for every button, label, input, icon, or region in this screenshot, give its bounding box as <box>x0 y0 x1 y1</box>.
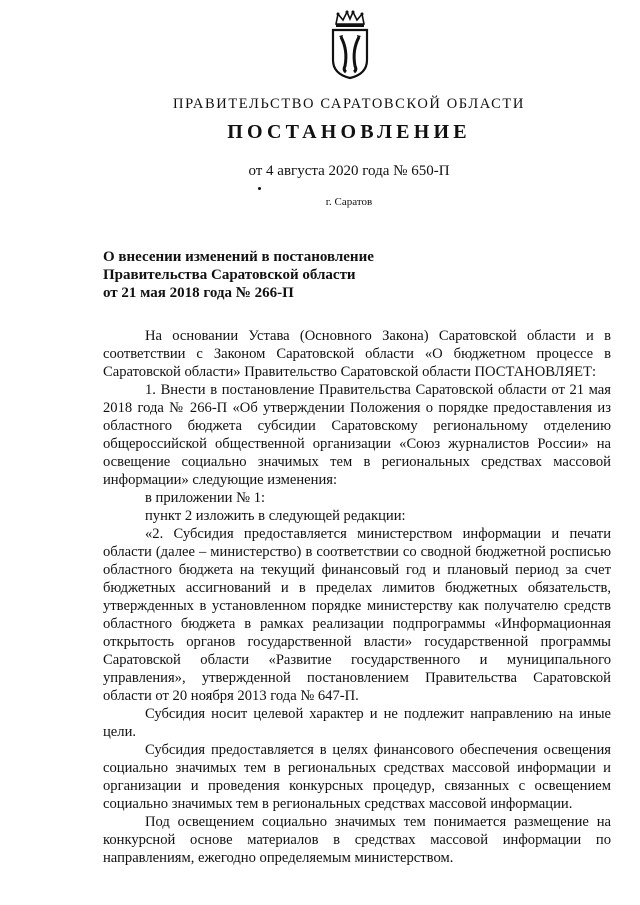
ink-dot <box>258 187 261 190</box>
body-paragraph: Субсидия носит целевой характер и не подлежит направлению на иные цели. <box>103 706 611 740</box>
body-paragraph: Субсидия предоставляется в целях финансового обеспечения освещения социально значимых тем в региональных средствах массовой информации и организации и проведения конкурсных процедур, связанных с освещением социально значимых тем в региональных средствах массовой информации. <box>103 742 611 812</box>
subject-line: Правительства Саратовской области <box>103 267 356 283</box>
document-subject <box>103 248 443 302</box>
subject-line: О внесении изменений в постановление <box>103 249 374 265</box>
body-paragraph: 1. Внести в постановление Правительства Саратовской области от 21 мая 2018 года № 266-П «Об утверждении Положения о порядке предоставления из областного бюджета субсидии Саратовскому региональному отделению общероссийской общественной организации «Союз журналистов России» на освещение социально значимых тем в региональных средствах массовой информации» следующие изменения: <box>103 382 611 488</box>
body-paragraph: Под освещением социально значимых тем понимается размещение на конкурсной основе материалов в средствах массовой информации по направлениям, ежегодно определяемым министерством. <box>103 814 611 866</box>
organization-name: ПРАВИТЕЛЬСТВО САРАТОВСКОЙ ОБЛАСТИ <box>173 96 525 112</box>
body-paragraph: На основании Устава (Основного Закона) Саратовской области и в соответствии с Законом Саратовской области «О бюджетном процессе в Саратовской области» Правительство Саратовской области ПОСТАНОВЛЯЕТ: <box>103 328 611 380</box>
document-body <box>103 327 611 867</box>
document-city: г. Саратов <box>325 196 373 208</box>
body-paragraph: пункт 2 изложить в следующей редакции: <box>145 508 406 524</box>
document-date-number: от 4 августа 2020 года № 650-П <box>248 163 450 179</box>
body-paragraph: «2. Субсидия предоставляется министерством информации и печати области (далее – министерство) в соответствии со сводной бюджетной росписью областного бюджета на текущий финансовый год и плановый период за счет бюджетных ассигнований и в пределах лимитов бюджетных обязательств, утвержденных в установленном порядке министерству как получателю средств областного бюджета в рамках реализации подпрограммы «Информационная открытость органов государственной власти» государственной программы Саратовской области «Развитие государственного и муниципального управления», утвержденной постановлением Правительства Саратовской области от 20 ноября 2013 года № 647-П. <box>103 526 611 704</box>
subject-line: от 21 мая 2018 года № 266-П <box>103 285 294 301</box>
body-paragraph: в приложении № 1: <box>145 490 266 506</box>
document-type: ПОСТАНОВЛЕНИЕ <box>227 121 471 143</box>
coat-of-arms-icon <box>328 10 372 80</box>
